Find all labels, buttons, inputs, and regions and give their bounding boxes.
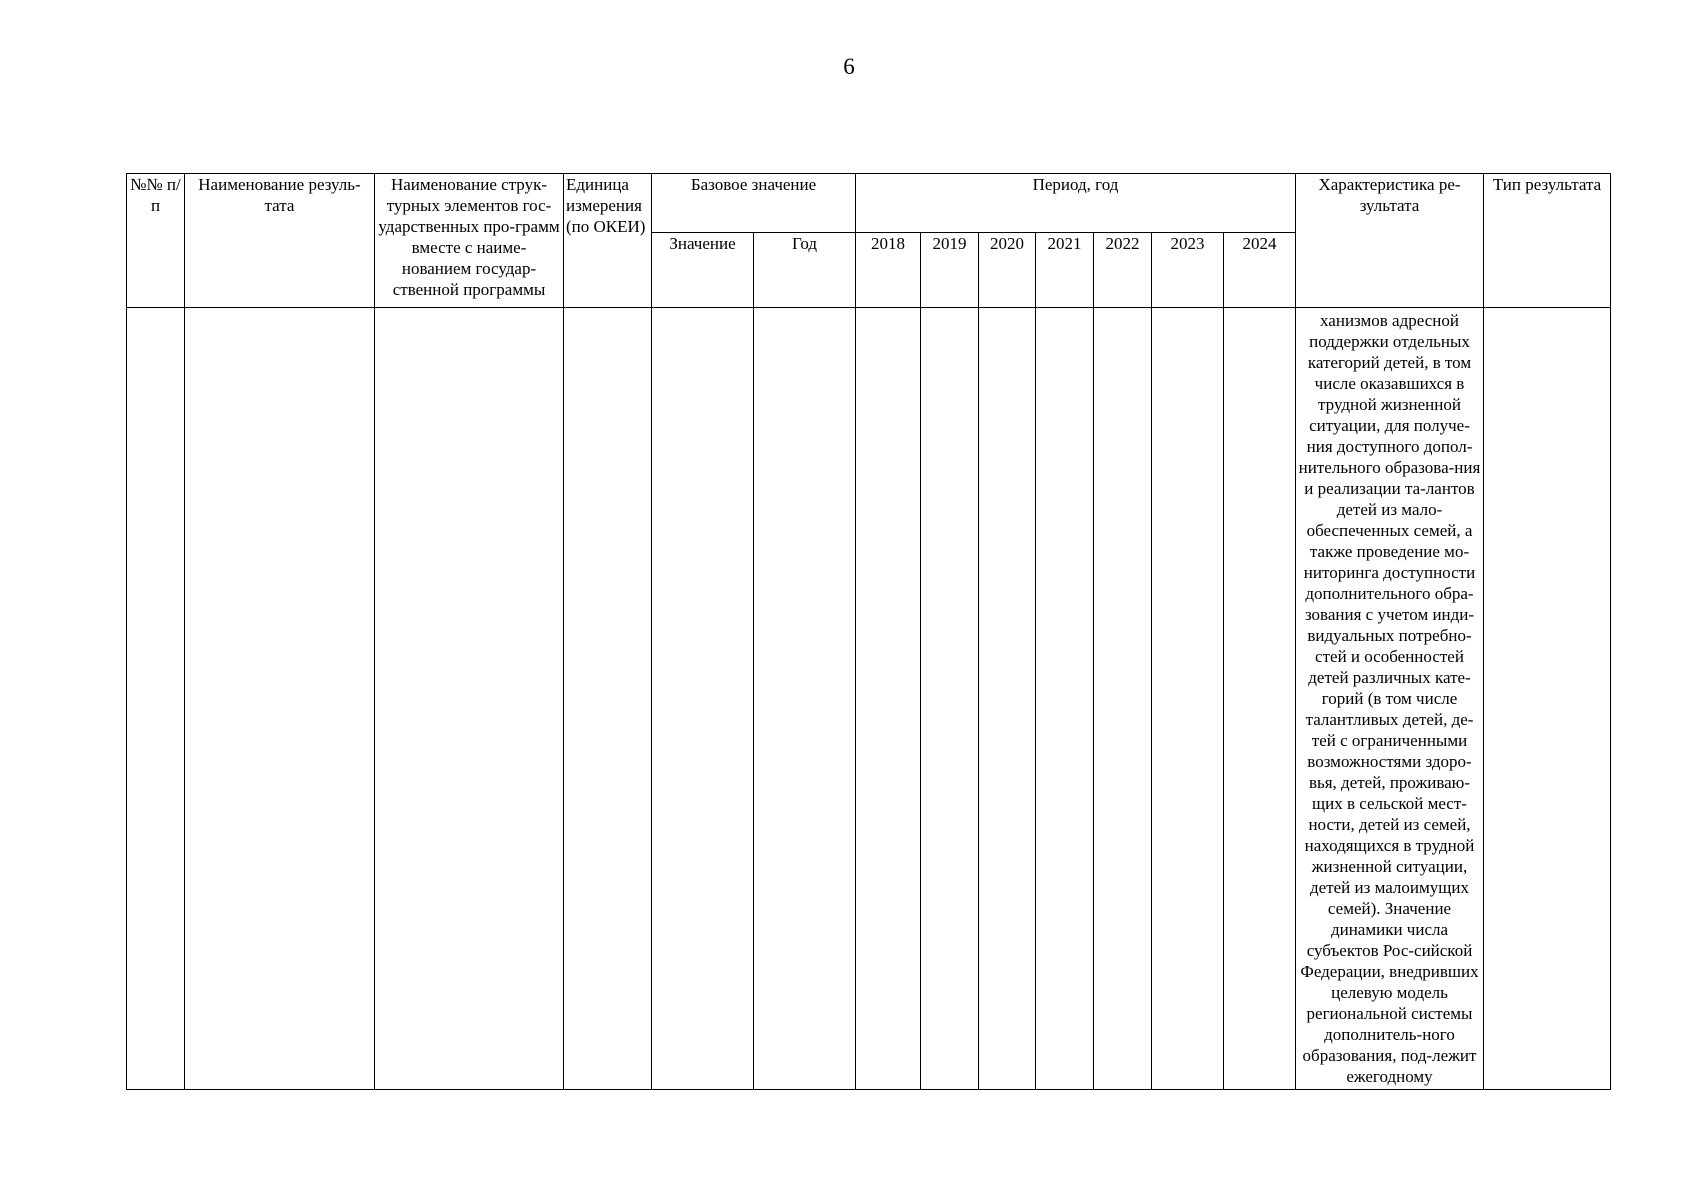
header-base-value-year: Год (754, 233, 856, 308)
header-unit: Единица измерения (по ОКЕИ) (564, 174, 652, 308)
header-year-2024: 2024 (1224, 233, 1296, 308)
table-row (127, 308, 1611, 1090)
header-year-2023: 2023 (1152, 233, 1224, 308)
cell-2019 (921, 308, 979, 1090)
cell-base-year (754, 308, 856, 1090)
cell-num (127, 308, 185, 1090)
cell-base-value (652, 308, 754, 1090)
header-base-value: Базовое значение (652, 174, 856, 233)
cell-2018 (856, 308, 921, 1090)
cell-result-type (1484, 308, 1611, 1090)
header-base-value-value: Значение (652, 233, 754, 308)
page-number: 6 (843, 54, 855, 79)
cell-unit (564, 308, 652, 1090)
header-result-name: Наименование резуль-тата (185, 174, 375, 308)
cell-2021 (1036, 308, 1094, 1090)
header-year-2021: 2021 (1036, 233, 1094, 308)
results-table (126, 173, 1611, 1090)
cell-2023 (1152, 308, 1224, 1090)
header-characteristic: Характеристика ре-зультата (1296, 174, 1484, 308)
header-year-2020: 2020 (979, 233, 1036, 308)
header-year-2019: 2019 (921, 233, 979, 308)
header-year-2022: 2022 (1094, 233, 1152, 308)
cell-characteristic: ханизмов адресной поддержки отдельных категорий детей, в том числе оказавшихся в трудной жизненной ситуации, для получе-ния доступного допол-нительного образова-ния и реализации та-лантов детей из мало-обеспеченных семей, а также проведение мо-ниторинга доступности дополнительного обра-зования с учетом инди-видуальных потребно-стей и особенностей детей различных кате-горий (в том числе талантливых детей, де-тей с ограниченными возможностями здоро-вья, детей, проживаю-щих в сельской мест-ности, детей из семей, находящихся в трудной жизненной ситуации, детей из малоимущих семей). Значение динамики числа субъектов Рос-сийской Федерации, внедривших целевую модель региональной системы дополнитель-ного образования, под-лежит ежегодному (1296, 308, 1484, 1090)
header-result-type: Тип результата (1484, 174, 1611, 308)
cell-2020 (979, 308, 1036, 1090)
cell-structural-elements (375, 308, 564, 1090)
cell-2024 (1224, 308, 1296, 1090)
cell-2022 (1094, 308, 1152, 1090)
header-structural-elements: Наименование струк-турных элементов гос-ударственных про-грамм вместе с наиме-нованием государ-ственной программы (375, 174, 564, 308)
header-period: Период, год (856, 174, 1296, 233)
header-num: №№ п/п (127, 174, 185, 308)
header-year-2018: 2018 (856, 233, 921, 308)
cell-result-name (185, 308, 375, 1090)
